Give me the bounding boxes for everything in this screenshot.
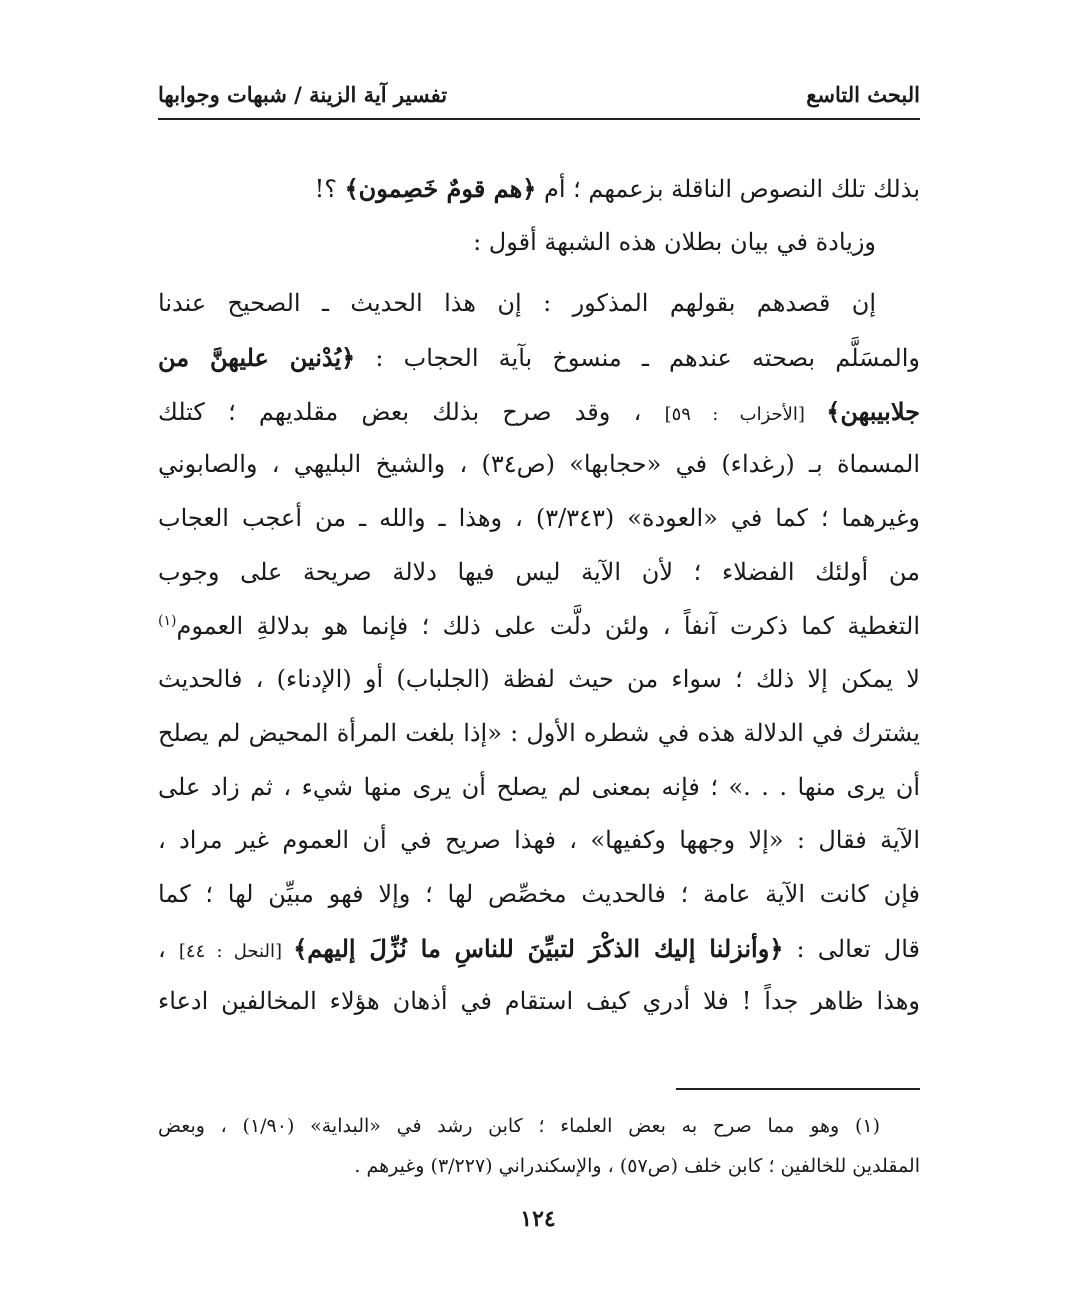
header-rule (158, 118, 920, 120)
text-line (158, 385, 920, 439)
quran-quote: ﴿وأنزلنا إليك الذكْرَ لتبيِّنَ للناسِ ما نُزِّلَ إليهم﴾ (293, 933, 784, 963)
text-line (158, 331, 920, 385)
text-line: يشترك في الدلالة هذه في شطره الأول : «إذا بلغت المرأة المحيض لم يصلح (158, 718, 920, 747)
text-line: إن قصدهم بقولهم المذكور : إن هذا الحديث ـ الصحيح عندنا (158, 289, 876, 318)
text-span: ، (158, 934, 179, 963)
text-line (158, 162, 920, 216)
text-span: ، وقد صرح بذلك بعض مقلديهم ؛ كتلك (158, 397, 665, 426)
quran-quote: جلابيبهن﴾ (826, 396, 920, 426)
text-line: من أولئك الفضلاء ؛ لأن الآية ليس فيها دلالة صريحة على وجوب (158, 557, 920, 586)
footnote-marker[interactable]: (١) (158, 612, 177, 629)
text-span: التغطية كما ذكرت آنفاً ، ولئن دلَّت على ذلك ؛ فإنما هو بدلالةِ العموم (176, 611, 920, 640)
footnote-rule (676, 1088, 920, 1090)
chapter-title: البحث التاسع (806, 81, 920, 107)
text-line: فإن كانت الآية عامة ؛ فالحديث مخصِّص لها ؛ وإلا فهو مبيِّن لها ؛ كما (158, 879, 920, 908)
text-line: أن يرى منها . . .» ؛ فإنه بمعنى لم يصلح أن يرى منها شيء ، ثم زاد على (158, 772, 920, 801)
text-line: وزيادة في بيان بطلان هذه الشبهة أقول : (473, 227, 876, 256)
text-line: الآية فقال : «إلا وجهها وكفيها» ، فهذا صريح في أن العموم غير مراد ، (158, 826, 920, 855)
text-span: قال تعالى : (783, 934, 920, 963)
quran-quote: ﴿يُدْنين عليهنَّ من (158, 343, 356, 373)
text-line (158, 600, 920, 654)
body-text (158, 162, 920, 1029)
text-span: بذلك تلك النصوص الناقلة بزعمهم ؛ أم (536, 175, 920, 203)
text-line: المسماة بـ (رغداء) في «حجابها» (ص٣٤) ، والشيخ البليهي ، والصابوني (158, 450, 920, 479)
text-line: وهذا ظاهر جداً ! فلا أدري كيف استقام في أذهان هؤلاء المخالفين ادعاء (158, 987, 920, 1016)
quran-quote: ﴿هم قومٌ خَصِمون﴾ (344, 174, 537, 203)
text-line: وغيرهما ؛ كما في «العودة» (٣/٣٤٣) ، وهذا ـ والله ـ من أعجب العجاب (158, 504, 920, 533)
citation: [الأحزاب : ٥٩] (664, 403, 827, 425)
running-header (158, 74, 920, 114)
text-line (158, 922, 920, 976)
citation: [النحل : ٤٤] (178, 940, 294, 962)
footnote-line: (١) وهو مما صرح به بعض العلماء ؛ كابن رشد في «البداية» (١/٩٠) ، وبعض (158, 1115, 881, 1137)
footnote-line: المقلدين للخالفين ؛ كابن خلف (ص٥٧) ، والإسكندراني (٣/٢٢٧) وغيرهم . (354, 1155, 920, 1177)
text-span: ؟! (314, 175, 345, 203)
text-line: لا يمكن إلا ذلك ؛ سواء من حيث لفظة (الجلباب) أو (الإدناء) ، فالحديث (158, 665, 920, 694)
text-span: والمسَلَّم بصحته عندهم ـ منسوخ بآية الحجاب : (355, 344, 920, 373)
page-number: ١٢٤ (520, 1206, 556, 1232)
footnotes (158, 1106, 920, 1186)
section-title: تفسير آية الزينة / شبهات وجوابها (158, 81, 448, 107)
